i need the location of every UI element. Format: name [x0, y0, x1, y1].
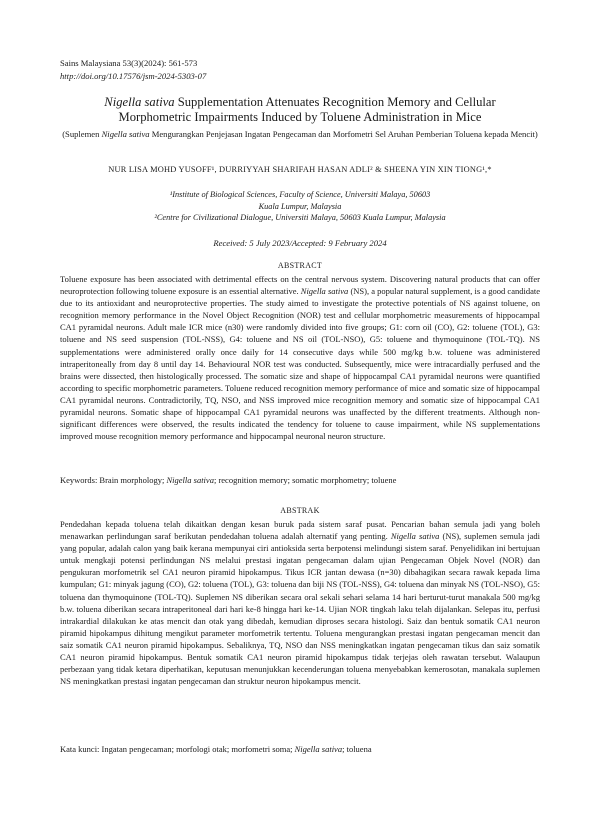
- abstract-text-2: (NS), a popular natural supplement, is a good candidate due to its antioxidant and neuroprotective properties. The study aimed to investigate the protective potentials of NS against toluene, on recognition memory performance in the Novel Object Recognition (NOR) test and cellular morphometric measurements of hippocampal CA1 pyramidal neurons. Adult male ICR mice (n30) were randomly divided into five groups; G1: corn oil (CO), G2: toluene (TOL), G3: toluene and NS seed suspension (TOL-NSS), G4: toluene and NS oil (TOL-NSO), G5: toluene and thymoquinone (TOL-TQ). NS supplementations were administered orally once daily for 14 consecutive days while 500 mg/kg b.w. toluene was administered intraperitoneally from day 8 until day 14. Behavioural NOR test was conducted. Subsequently, mice were intracardially perfused and the brains were dissected, then histologically processed. The somatic size and shape of hippocampal CA1 pyramidal neurons were quantified according to specific morphometric parameters. Toluene reduced recognition memory performance of mice and somatic size of hippocampal CA1 pyramidal neurons. Contradictorily, TQ, NSO, and NSS improved mice recognition memory and somatic size of hippocampal CA1 pyramidal neurons. Somatic shape of hippocampal CA1 pyramidal neurons was unaffected by the different treatments. Although non-significant differences were observed, the results indicated the tendency for toluene to cause impairment, while NS supplementations improved mouse recognition memory performance and hippocampal neuronal neuron structure.: [60, 286, 540, 442]
- keywords: [60, 474, 540, 486]
- affiliation-2: ²Centre for Civilizational Dialogue, Universiti Malaya, 50603 Kuala Lumpur, Malaysia: [154, 213, 446, 222]
- kata-kunci-post: ; toluena: [342, 744, 372, 754]
- paper-subtitle-malay: [60, 129, 540, 141]
- title-species: Nigella sativa: [104, 95, 175, 109]
- abstrak-body: [60, 518, 540, 687]
- doi-link[interactable]: http://doi.org/10.17576/jsm-2024-5303-07: [60, 70, 207, 81]
- author-list: NUR LISA MOHD YUSOFF¹, DURRIYYAH SHARIFAH HASAN ADLI² & SHEENA YIN XIN TIONG¹,*: [108, 165, 492, 174]
- abstract-species: Nigella sativa: [300, 286, 349, 297]
- paper-title: [60, 95, 540, 124]
- kata-kunci: [60, 743, 540, 755]
- subtitle-pre: (Suplemen: [62, 129, 102, 139]
- abstrak-text-2: (NS), suplemen semula jadi yang popular, adalah calon yang baik kerana mempunyai ciri antioksida serta berpotensi melindungi sistem saraf. Penyelidikan ini bertujuan untuk mengkaji potensi perlindungan NS melalui prestasi ingatan pengecaman dalam ujian Pengecaman Objek Novel (NOR) dan pengukuran morfometrik sel CA1 neuron piramid hipokampus. Tikus ICR jantan dewasa (n=30) dibahagikan secara rawak kepada lima kumpulan; G1: minyak jagung (CO), G2: toluena (TOL), G3: toluena dan biji NS (TOL-NSS), G4: toluena dan minyak NS (TOL-NSO), G5: toluena dan thymoquinone (TOL-TQ). Suplemen NS diberikan secara oral sekali sehari selama 14 hari berturut-turut manakala 500 mg/kg b.w. toluena diberikan secara intraperitoneal dari hari ke-8 hingga hari ke-14. Ujian NOR tingkah laku telah dijalankan. Selepas itu, perfusi intrakardial dilakukan ke atas mencit dan otak yang dibedah, kemudian diproses secara histologi. Saiz dan bentuk somatik CA1 neuron piramid hipokampus dihitung mengikut parameter morfometrik tertentu. Toluena mengurangkan prestasi ingatan pengecaman mencit dan saiz somatik CA1 neuron piramid hipokampus. Sebaliknya, TQ, NSO dan NSS meningkatkan ingatan pengecaman tikus dan saiz somatik CA1 neuron piramid hipokampus. Bentuk somatik CA1 neuron piramid hipokampus tidak terjejas oleh rawatan tersebut. Walaupun perbezaan yang tidak ketara diperhatikan, keputusan menunjukkan kecenderungan toluena menyebabkan kemerosotan, manakala suplemen NS meningkatkan prestasi ingatan pengecaman dan struktur neuron hipokampus mencit.: [60, 531, 540, 687]
- kata-kunci-pre: Kata kunci: Ingatan pengecaman; morfologi otak; morfometri soma;: [60, 744, 295, 754]
- affiliations: [60, 189, 540, 224]
- affiliation-1-city: Kuala Lumpur, Malaysia: [258, 201, 342, 211]
- received-dates: Received: 5 July 2023/Accepted: 9 February 2024: [213, 238, 387, 248]
- keywords-pre: Keywords: Brain morphology;: [60, 475, 167, 485]
- abstract-body: [60, 273, 540, 442]
- abstrak-heading: ABSTRAK: [280, 506, 320, 515]
- keywords-post: ; recognition memory; somatic morphometry; toluene: [213, 475, 397, 485]
- abstract-heading: ABSTRACT: [277, 261, 323, 270]
- subtitle-post: Mengurangkan Penjejasan Ingatan Pengecaman dan Morfometri Sel Aruhan Pemberian Toluena kepada Mencit): [149, 129, 538, 139]
- affiliation-1: ¹Institute of Biological Sciences, Faculty of Science, Universiti Malaya, 50603: [169, 190, 431, 199]
- subtitle-species: Nigella sativa: [101, 129, 150, 139]
- journal-reference: [60, 57, 206, 82]
- abstract-text-1: Toluene exposure has been associated with detrimental effects on the central nervous system. Discovering natural products that can offer neuroprotection following toluene exposure is an essential alternative.: [60, 274, 540, 297]
- abstrak-species: Nigella sativa: [390, 531, 440, 542]
- title-line2: Morphometric Impairments Induced by Toluene Administration in Mice: [118, 109, 482, 124]
- kata-kunci-species: Nigella sativa: [294, 744, 343, 754]
- keywords-species: Nigella sativa: [166, 475, 214, 485]
- title-line1: Supplementation Attenuates Recognition Memory and Cellular: [174, 95, 496, 109]
- abstrak-text-1: Pendedahan kepada toluena telah dikaitkan dengan kesan buruk pada sistem saraf pusat. Pencarian bahan semula jadi yang boleh menawarkan perlindungan saraf berikutan pendedahan toluena adalah alternatif yang penting.: [60, 519, 540, 542]
- journal-citation: Sains Malaysiana 53(3)(2024): 561-573: [60, 58, 198, 68]
